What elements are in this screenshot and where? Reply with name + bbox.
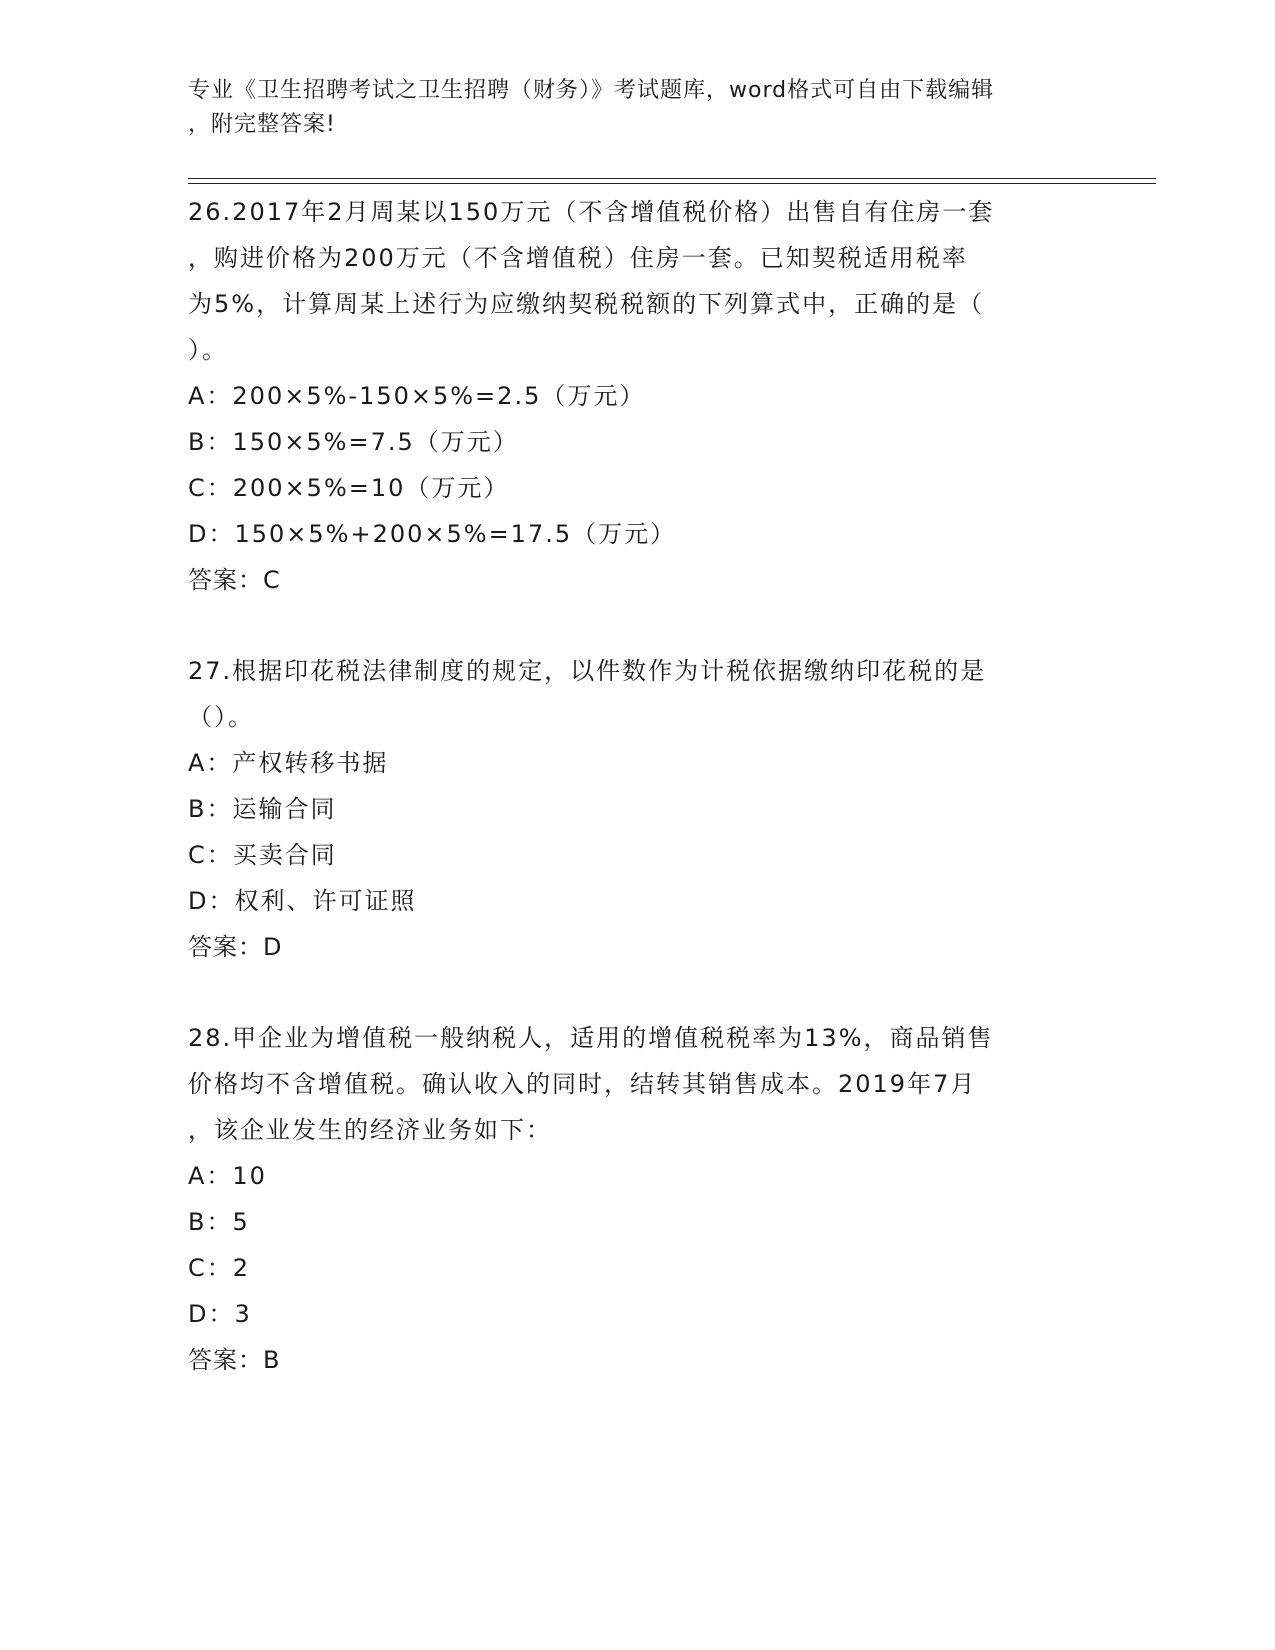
option-b: B：150×5%=7.5（万元） xyxy=(188,428,519,456)
question-28 xyxy=(188,1015,1088,1383)
stem-line: ，购进价格为200万元（不含增值税）住房一套。已知契税适用税率 xyxy=(188,244,968,272)
question-27 xyxy=(188,648,1088,970)
stem-line: 为5%，计算周某上述行为应缴纳契税税额的下列算式中，正确的是（ xyxy=(188,290,985,318)
option-c: C：2 xyxy=(188,1254,251,1282)
header-line-2: ，附完整答案! xyxy=(188,112,336,137)
question-stem xyxy=(188,189,1088,373)
question-26 xyxy=(188,189,1088,603)
stem-line: 价格均不含增值税。确认收入的同时，结转其销售成本。2019年7月 xyxy=(188,1070,977,1098)
stem-line: （）。 xyxy=(188,703,254,731)
option-a: A：产权转移书据 xyxy=(188,749,389,777)
header-line-1: 专业《卫生招聘考试之卫生招聘（财务）》考试题库，word格式可自由下载编辑 xyxy=(188,78,995,103)
stem-line: ）。 xyxy=(188,336,228,364)
stem-line: 26.2017年2月周某以150万元（不含增值税价格）出售自有住房一套 xyxy=(188,198,995,226)
option-a: A：200×5%-150×5%=2.5（万元） xyxy=(188,382,646,410)
option-c: C：200×5%=10（万元） xyxy=(188,474,510,502)
question-stem xyxy=(188,648,1088,740)
stem-line: ，该企业发生的经济业务如下： xyxy=(188,1116,552,1144)
stem-line: 27.根据印花税法律制度的规定，以件数作为计税依据缴纳印花税的是 xyxy=(188,657,987,685)
option-c: C：买卖合同 xyxy=(188,841,337,869)
option-d: D：权利、许可证照 xyxy=(188,887,417,915)
option-d: D：3 xyxy=(188,1300,252,1328)
option-d: D：150×5%+200×5%=17.5（万元） xyxy=(188,520,677,548)
option-b: B：5 xyxy=(188,1208,250,1236)
header-divider-top xyxy=(188,178,1156,179)
document-header xyxy=(188,74,1068,142)
answer: 答案：C xyxy=(188,566,281,594)
option-b: B：运输合同 xyxy=(188,795,337,823)
stem-line: 28.甲企业为增值税一般纳税人，适用的增值税税率为13%，商品销售 xyxy=(188,1024,994,1052)
answer: 答案：D xyxy=(188,933,283,961)
header-divider-bottom xyxy=(188,183,1156,184)
question-stem xyxy=(188,1015,1088,1153)
option-a: A：10 xyxy=(188,1162,267,1190)
answer: 答案：B xyxy=(188,1346,281,1374)
